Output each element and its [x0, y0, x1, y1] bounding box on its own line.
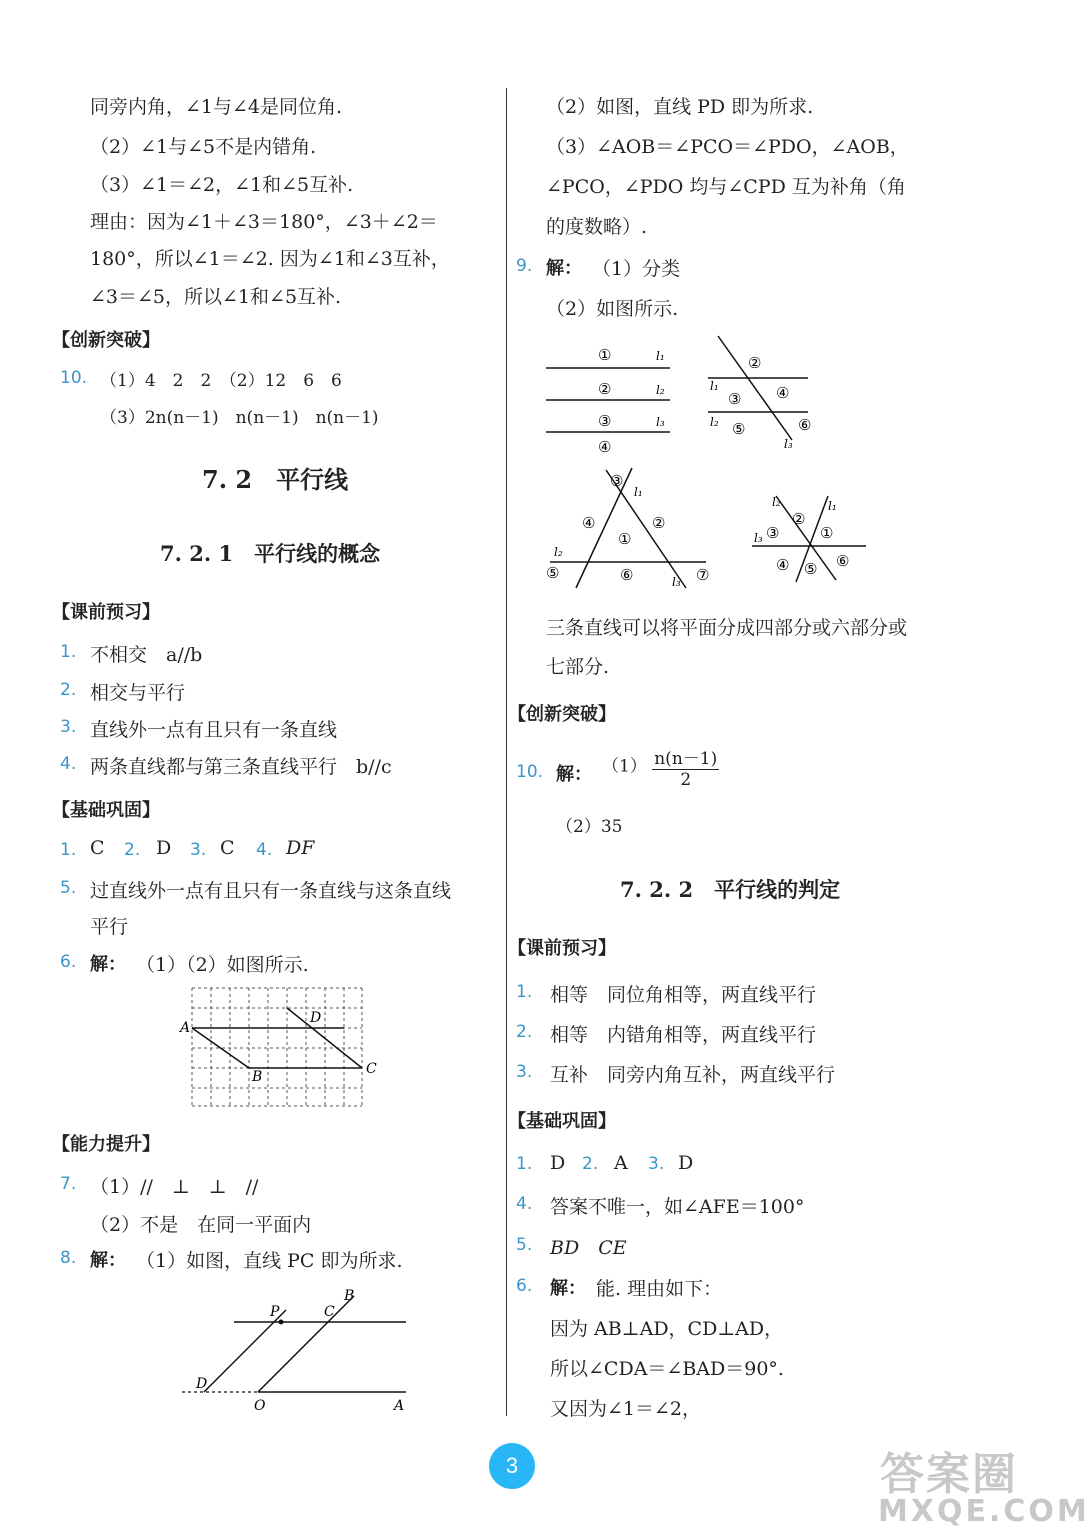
answer-text: [602, 744, 719, 790]
point-label: A: [180, 1020, 191, 1036]
answer-text: 三条直线可以将平面分成四部分或六部分或: [546, 617, 908, 639]
question-number: 6.: [60, 952, 77, 972]
answer-text: 两条直线都与第三条直线平行 b//c: [90, 756, 392, 778]
line-label: l₂: [554, 545, 563, 559]
answer-text: （1）（2）如图所示.: [136, 954, 309, 976]
answer-text: （2）如图所示.: [546, 298, 679, 320]
answer-text: （1）分类: [592, 258, 681, 280]
angle-figure: [178, 1284, 418, 1416]
answer-text: D: [550, 1152, 566, 1174]
region-label: ⑥: [620, 566, 634, 584]
question-number: 2.: [516, 1022, 533, 1042]
point-label: D: [310, 1010, 322, 1026]
question-number: 1.: [60, 642, 77, 662]
question-number: 6.: [516, 1276, 533, 1296]
sub-label: （1）: [602, 756, 647, 777]
point-label: B: [252, 1069, 263, 1085]
answer-text: 不相交 a//b: [90, 644, 203, 666]
line-label: l₁: [710, 379, 719, 393]
region-label: ④: [776, 384, 790, 402]
section-header: 【课前预习】: [52, 602, 160, 623]
section-title: 7. 2 平行线: [202, 465, 349, 494]
question-number: 5.: [516, 1235, 533, 1255]
answer-text: 相交与平行: [90, 682, 186, 704]
region-label: ⑤: [546, 564, 560, 582]
text-line: 理由：因为∠1＋∠3＝180°，∠3＋∠2＝: [90, 211, 438, 233]
point-label: O: [254, 1398, 266, 1414]
region-label: ③: [610, 472, 624, 490]
question-number: 1.: [516, 982, 533, 1002]
text-line: （3）∠AOB＝∠PCO＝∠PDO，∠AOB，: [546, 136, 909, 158]
question-number: 1.: [60, 840, 77, 860]
line-label: l₃: [754, 531, 763, 545]
region-label: ⑤: [804, 560, 818, 578]
jie-label: 解：: [546, 258, 582, 279]
answer-text: C: [90, 837, 105, 859]
answer-text: （3）2n(n－1) n(n－1) n(n－1): [100, 408, 379, 428]
region-label: ①: [598, 346, 612, 364]
answer-text: D: [156, 837, 172, 859]
point-label: A: [394, 1398, 405, 1414]
answer-text: 互补 同旁内角互补，两直线平行: [550, 1064, 836, 1086]
answer-text: 平行: [90, 916, 129, 938]
jie-label: 解：: [556, 764, 592, 785]
answer-text: （2）35: [556, 817, 623, 837]
answer-text: 因为 AB⊥AD，CD⊥AD，: [550, 1318, 784, 1340]
line-label: l₃: [656, 415, 665, 429]
answer-text: 能. 理由如下：: [596, 1278, 723, 1300]
question-number: 10.: [60, 368, 88, 388]
region-label: ④: [598, 438, 612, 456]
line-label: l₃: [672, 575, 681, 589]
region-label: ②: [598, 380, 612, 398]
section-header: 【创新突破】: [52, 330, 160, 351]
question-number: 3.: [516, 1062, 533, 1082]
region-label: ④: [582, 514, 596, 532]
line-label: l₁: [656, 349, 665, 363]
question-number: 3.: [648, 1154, 665, 1174]
section-header: 【能力提升】: [52, 1134, 160, 1155]
answer-text: 直线外一点有且只有一条直线: [90, 719, 338, 741]
subsection-title: 7. 2. 2 平行线的判定: [620, 877, 841, 902]
answer-text: 相等 同位角相等，两直线平行: [550, 984, 817, 1006]
subsection-title: 7. 2. 1 平行线的概念: [160, 541, 381, 566]
section-header: 【课前预习】: [508, 938, 616, 959]
answer-text: BD CE: [550, 1237, 627, 1259]
line-label: l₁: [634, 485, 643, 499]
text-line: ∠PCO，∠PDO 均与∠CPD 互为补角（角: [546, 176, 906, 198]
question-number: 4.: [60, 754, 77, 774]
question-number: 2.: [60, 680, 77, 700]
answer-text: 所以∠CDA＝∠BAD＝90°.: [550, 1358, 784, 1380]
region-label: ⑤: [732, 420, 746, 438]
answer-text: 过直线外一点有且只有一条直线与这条直线: [90, 880, 452, 902]
line-label: l₂: [656, 383, 665, 397]
text-line: 的度数略）.: [546, 216, 648, 238]
page-number: 3: [489, 1443, 535, 1489]
point-label: C: [324, 1304, 335, 1320]
answer-text: （1）如图，直线 PC 即为所求.: [136, 1250, 403, 1272]
answer-text: 七部分.: [546, 656, 610, 678]
line-label: l₃: [784, 437, 793, 451]
question-number: 2.: [124, 840, 141, 860]
text-line: （2）∠1与∠5不是内错角.: [90, 136, 317, 158]
lines-partition-figure: [540, 330, 880, 600]
jie-label: 解：: [550, 1278, 586, 1299]
question-number: 4.: [516, 1194, 533, 1214]
region-label: ③: [598, 412, 612, 430]
text-line: 180°，所以∠1＝∠2. 因为∠1和∠3互补，: [90, 248, 450, 270]
question-number: 4.: [256, 840, 273, 860]
answer-text: A: [614, 1152, 628, 1174]
text-line: ∠3＝∠5，所以∠1和∠5互补.: [90, 286, 342, 308]
region-label: ③: [766, 524, 780, 542]
question-number: 3.: [60, 717, 77, 737]
question-number: 3.: [190, 840, 207, 860]
region-label: ②: [748, 354, 762, 372]
question-number: 7.: [60, 1174, 77, 1194]
section-header: 【创新突破】: [508, 704, 616, 725]
answer-text: D: [678, 1152, 694, 1174]
jie-label: 解：: [90, 954, 126, 975]
region-label: ④: [776, 556, 790, 574]
region-label: ⑥: [798, 416, 812, 434]
region-label: ③: [728, 390, 742, 408]
answer-text: 答案不唯一，如∠AFE＝100°: [550, 1196, 805, 1218]
watermark-logo: 答案圈: [880, 1449, 1018, 1500]
text-line: （2）如图，直线 PD 即为所求.: [546, 96, 814, 118]
question-number: 8.: [60, 1248, 77, 1268]
question-number: 2.: [582, 1154, 599, 1174]
answer-text: （1）4 2 2 （2）12 6 6: [100, 371, 342, 391]
fraction: [652, 744, 719, 790]
region-label: ②: [792, 510, 806, 528]
section-header: 【基础巩固】: [52, 800, 160, 821]
question-number: 9.: [516, 256, 533, 276]
region-label: ①: [820, 524, 834, 542]
answer-text: C: [220, 837, 235, 859]
line-label: l₁: [828, 499, 837, 513]
watermark-url: MXQE.COM: [878, 1494, 1090, 1529]
answer-text: 又因为∠1＝∠2，: [550, 1398, 702, 1420]
column-divider: [506, 88, 507, 1416]
point-label: D: [196, 1376, 208, 1392]
question-number: 10.: [516, 762, 544, 782]
question-number: 5.: [60, 878, 77, 898]
region-label: ②: [652, 514, 666, 532]
region-label: ①: [618, 530, 632, 548]
numerator: n(n－1): [652, 744, 719, 770]
answer-text: 相等 内错角相等，两直线平行: [550, 1024, 817, 1046]
line-label: l₂: [772, 495, 781, 509]
text-line: （3）∠1＝∠2，∠1和∠5互补.: [90, 174, 354, 196]
question-number: 1.: [516, 1154, 533, 1174]
section-header: 【基础巩固】: [508, 1111, 616, 1132]
point-label: P: [270, 1304, 280, 1320]
region-label: ⑥: [836, 552, 850, 570]
text-line: 同旁内角，∠1与∠4是同位角.: [90, 96, 343, 118]
answer-text: （1）// ⊥ ⊥ //: [90, 1176, 259, 1198]
jie-label: 解：: [90, 1250, 126, 1271]
point-label: B: [344, 1288, 355, 1304]
denominator: 2: [680, 770, 692, 790]
line-label: l₂: [710, 415, 719, 429]
region-label: ⑦: [696, 566, 710, 584]
point-label: C: [366, 1061, 377, 1077]
grid-figure: [178, 984, 388, 1110]
answer-text: DF: [286, 837, 315, 859]
answer-text: （2）不是 在同一平面内: [90, 1214, 312, 1236]
